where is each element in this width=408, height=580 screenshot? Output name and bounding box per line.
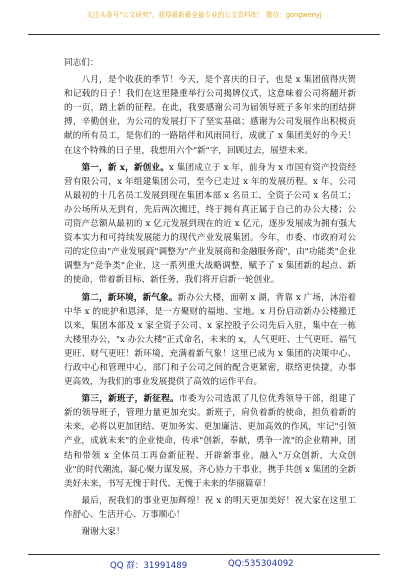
section-heading: 第一，新 x，新创业。 [81, 162, 169, 173]
section-body: 新办公大楼，面朝 x 湖，背靠 x 广场，沐浴着中华 x 的庇护和恩泽，是一方聚财的福地、宝地。x 月份启动新办公楼搬迁以来，集团本部及 x 家全资子公司、x 家控股子公司先后入驻，集中在一栋大楼里办公，"x 办公大楼"正式命名，未来的 x，人气更旺、士气更旺、福气更旺、财气更旺！新环境，充满着新气象！这里已成为 x 集团的决策中心、行政中心和管理中心，部门和子公司之间的配合更紧密，联络更快捷，办事更高效，为我们的事业发展提供了高效的运作平台。 [64, 292, 356, 388]
section-heading: 第三，新班子，新征程。 [81, 394, 179, 405]
section-heading: 第二，新环境，新气象。 [81, 292, 178, 303]
salutation: 同志们： [64, 58, 99, 68]
qq-contact-number: QQ:535304092 [228, 559, 294, 569]
intro-paragraph: 八月，是个收获的季节！今天，是个喜庆的日子，也是 x 集团值得庆贺和记载的日子！我们在这里隆重举行公司揭牌仪式，这意味着公司将翻开新的一页，踏上新的征程。在此，我要感谢公司为届领导班子多年来的团结拼搏，辛勤创业，为公司的发展打下了坚实基础；感谢为公司发展作出积极贡献的所有员工，是你们的一路陪伴和风雨同行，成就了 x 集团美好的今天！在这个特殊的日子里，我想用六个"新"字，回顾过去，展望未来。 [64, 75, 356, 156]
footer [28, 559, 380, 573]
speech-document [64, 56, 356, 539]
section-paragraph [64, 161, 356, 288]
footer-divider [28, 554, 380, 555]
thanks-line: 谢谢大家！ [81, 527, 125, 537]
closing-paragraph: 最后，祝我们的事业更加辉煌！祝 x 的明天更加美好！祝大家在这里工作舒心、生活开心、万事顺心！ [64, 495, 356, 520]
section-paragraph [64, 392, 356, 491]
qq-group-number: QQ 群：31991489 [110, 561, 188, 571]
section-paragraph [64, 291, 356, 390]
header-banner: 关注头条号"公文研究"，获得最新最全最专业的公文资料库！ 微信：gongwenyj [86, 11, 322, 19]
section-body: x 集团成立于 x 年，前身为 x 市国有资产投资经营有限公司，x 年组建集团公司，至今已走过 x 年的发展历程。x 年，公司从最初的十几名员工发展到现在集团本部 x 名员工、全资子公司 x 名员工；办公场所从无到有，先后两次搬迁，终于拥有真正属于自己的办公大楼；公司资产总额从最初的 x 亿元发展到现在的近 x 亿元，逐步发展成为拥有强大资本实力和可持续发展能力的现代产业发展集团。今年，市委、市政府对公司的定位由"产业发展商"调整为"产业发展商和金融服务商"，由"功能类"企业调整为"竞争类"企业，这一系列重大战略调整，赋予了 x 集团新的起点、新的使命，带着新目标、新任务，我们将开启新一轮创业。 [64, 162, 356, 286]
header-divider [28, 34, 380, 35]
section-body: 市委为公司选派了几位优秀领导干部，组建了新的领导班子，管理力量更加充实。新班子，肩负着新的使命，担负着新的未来，必将以更加团结、更加务实、更加廉洁、更加高效的作风，牢记"引领产业，成就未来"的企业使命，传承"创新，奉献，勇争一流"的企业精神，团结和带领 x 全体员工再奋新征程、开辟新事业，融入"万众创新，大众创业"的时代潮流，凝心聚力谋发展，齐心协力干事业，携手共创 x 集团的全新美好未来，书写无愧于时代、无愧于未来的华丽篇章！ [64, 394, 356, 489]
